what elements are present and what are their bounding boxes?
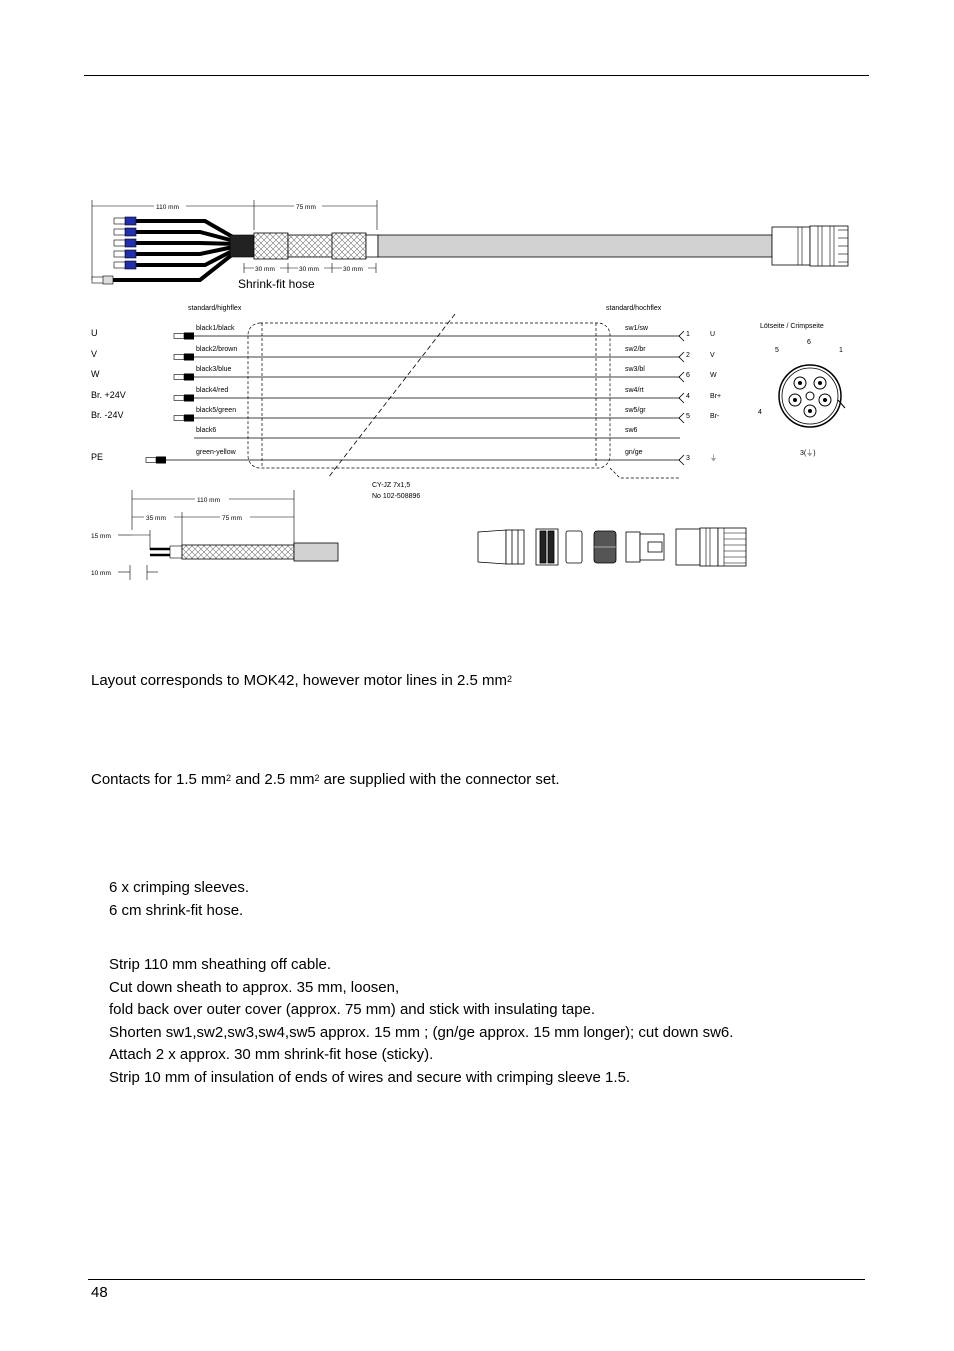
- step-5: Attach 2 x approx. 30 mm shrink-fit hose (sticky).: [109, 1046, 434, 1063]
- page-number: 48: [91, 1284, 108, 1301]
- wiring-row: [91, 449, 717, 465]
- wire-color-en: black6: [196, 427, 217, 434]
- dim-110: 110 mm: [156, 204, 179, 211]
- crimp-sleeve: [156, 457, 166, 464]
- part-shrink-hose: 6 cm shrink-fit hose.: [109, 902, 244, 919]
- pin-number: 4: [686, 393, 690, 400]
- pin-label-1: 1: [839, 347, 843, 354]
- wire-color-en: black2/brown: [196, 346, 238, 353]
- pin-signal: Br+: [710, 393, 722, 400]
- wire-color-de: sw2/br: [625, 346, 646, 353]
- wire-color-de: sw4/rt: [625, 387, 644, 394]
- signal-label: V: [91, 349, 98, 359]
- connector-face: [758, 323, 845, 457]
- signal-label: PE: [91, 452, 104, 462]
- dim-bottom-15: 15 mm: [91, 533, 111, 540]
- ferrule: [174, 416, 184, 421]
- connector-parts: [478, 528, 746, 566]
- step-2: Cut down sheath to approx. 35 mm, loosen,: [109, 979, 400, 996]
- signal-label: Br. +24V: [91, 390, 126, 400]
- crimp-title: Lötseite / Crimpseite: [760, 323, 824, 330]
- prepared-cable: [150, 543, 338, 561]
- dim-bottom-75: 75 mm: [222, 515, 242, 522]
- pin-number: 1: [686, 331, 690, 338]
- cable-type: CY-JZ 7x1,5: [372, 482, 411, 489]
- pin-label-5: 5: [775, 347, 779, 354]
- wire-color-de: sw6: [625, 427, 638, 434]
- ferrule: [174, 375, 184, 380]
- dim-bottom-10: 10 mm: [91, 570, 111, 577]
- wire-color-de: sw1/sw: [625, 325, 648, 332]
- pin-signal: ⏚: [710, 455, 717, 462]
- pin-label-4: 4: [758, 409, 762, 416]
- wire-color-de: gn/ge: [625, 449, 643, 456]
- pin-label-6: 6: [807, 339, 811, 346]
- crimp-sleeve: [184, 415, 194, 422]
- wiring-row: [91, 346, 715, 362]
- dim-30-a: 30 mm: [255, 266, 275, 273]
- dim-75: 75 mm: [296, 204, 316, 211]
- cable-diagram: [0, 0, 954, 640]
- ferrule: [174, 334, 184, 339]
- wiring-row: [91, 407, 720, 423]
- crimp-sleeve: [184, 354, 194, 361]
- top-cable: [92, 200, 848, 291]
- pin-signal: W: [710, 372, 717, 379]
- wire-color-en: black4/red: [196, 387, 229, 394]
- wiring-row: [91, 325, 715, 341]
- part-crimp-sleeves: 6 x crimping sleeves.: [109, 879, 250, 896]
- dim-bottom-35: 35 mm: [146, 515, 166, 522]
- step-1: Strip 110 mm sheathing off cable.: [109, 956, 332, 973]
- wiring-row: [194, 427, 680, 438]
- right-header: standard/hochflex: [606, 305, 662, 312]
- pin-signal: U: [710, 331, 716, 338]
- step-6: Strip 10 mm of insulation of ends of wires and secure with crimping sleeve 1.5.: [109, 1069, 631, 1086]
- step-3: fold back over outer cover (approx. 75 mm) and stick with insulating tape.: [109, 1001, 596, 1018]
- ferrule: [174, 355, 184, 360]
- signal-label: W: [91, 369, 100, 379]
- signal-label: U: [91, 328, 98, 338]
- pin-number: 2: [686, 352, 690, 359]
- layout-note: Layout corresponds to MOK42, however motor lines in 2.5 $mm^2$: [91, 672, 513, 689]
- step-4: Shorten sw1,sw2,sw3,sw4,sw5 approx. 15 mm ; (gn/ge approx. 15 mm longer); cut down sw6.: [109, 1024, 734, 1041]
- signal-label: Br. -24V: [91, 410, 124, 420]
- pin-number: 6: [686, 372, 690, 379]
- wire-color-en: green-yellow: [196, 449, 236, 456]
- contacts-note: Contacts for 1.5 $mm^2$ and 2.5 $mm^2$ are supplied with the connector set.: [91, 771, 560, 788]
- crimp-sleeve: [184, 395, 194, 402]
- wiring-row: [91, 387, 721, 403]
- wire-color-de: sw3/bl: [625, 366, 645, 373]
- pin-signal: V: [710, 352, 715, 359]
- wire-color-en: black3/blue: [196, 366, 232, 373]
- left-header: standard/highflex: [188, 305, 242, 312]
- wire-color-en: black5/green: [196, 407, 237, 414]
- cable-number: No 102-508896: [372, 493, 421, 500]
- pin-number: 3: [686, 455, 690, 462]
- wire-color-en: black1/black: [196, 325, 235, 332]
- pin-number: 5: [686, 413, 690, 420]
- footer-rule: [88, 1279, 865, 1280]
- pin-label-3: 3(⏚): [800, 450, 816, 457]
- wiring-schematic: [91, 305, 721, 500]
- dim-bottom-110: 110 mm: [197, 497, 220, 504]
- pin-signal: Br-: [710, 413, 720, 420]
- dim-30-b: 30 mm: [299, 266, 319, 273]
- crimp-sleeve: [184, 333, 194, 340]
- ferrule: [146, 458, 156, 463]
- shrink-label: Shrink-fit hose: [238, 277, 315, 291]
- dim-30-c: 30 mm: [343, 266, 363, 273]
- wire-color-de: sw5/gr: [625, 407, 646, 414]
- ferrule: [174, 396, 184, 401]
- crimp-sleeve: [184, 374, 194, 381]
